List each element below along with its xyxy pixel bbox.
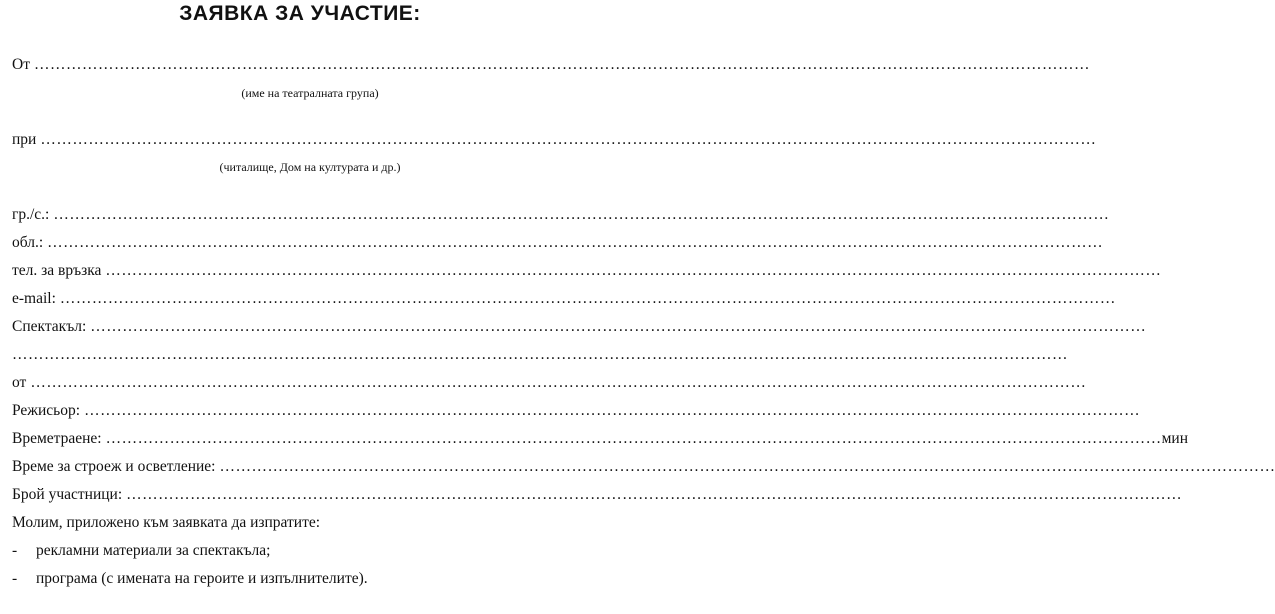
- author-field[interactable]: [12, 374, 1087, 392]
- group-name-label: От: [12, 56, 30, 73]
- show-label: Спектакъл:: [12, 318, 87, 335]
- show-field[interactable]: [12, 318, 1147, 336]
- phone-label: тел. за връзка: [12, 262, 102, 279]
- show-line[interactable]: ………………………………………………………………………………………………………………………………………………………………………………: [90, 318, 1147, 335]
- list-item: [12, 542, 270, 560]
- list-dash: -: [12, 570, 18, 587]
- duration-line[interactable]: ………………………………………………………………………………………………………………………………………………………………………………: [105, 430, 1162, 447]
- group-name-field[interactable]: [12, 56, 1090, 74]
- email-field[interactable]: [12, 290, 1116, 308]
- duration-label: Времетраене:: [12, 430, 102, 447]
- region-field[interactable]: [12, 234, 1104, 252]
- director-line[interactable]: ………………………………………………………………………………………………………………………………………………………………………………: [84, 402, 1141, 419]
- director-label: Режисьор:: [12, 402, 81, 419]
- duration-field[interactable]: [12, 430, 1189, 448]
- setup-time-label: Време за строеж и осветление:: [12, 458, 216, 475]
- request-text: Молим, приложено към заявката да изпратите:: [12, 514, 321, 531]
- participants-label: Брой участници:: [12, 486, 123, 503]
- email-line[interactable]: ………………………………………………………………………………………………………………………………………………………………………………: [59, 290, 1116, 307]
- region-line[interactable]: ………………………………………………………………………………………………………………………………………………………………………………: [47, 234, 1104, 251]
- participants-field[interactable]: [12, 486, 1183, 504]
- list-item-text: рекламни материали за спектакъла;: [36, 542, 271, 559]
- organization-field[interactable]: [12, 131, 1097, 149]
- region-label: обл.:: [12, 234, 44, 251]
- author-line[interactable]: ………………………………………………………………………………………………………………………………………………………………………………: [30, 374, 1087, 391]
- list-dash: -: [12, 542, 18, 559]
- city-field[interactable]: [12, 206, 1110, 224]
- list-item: [12, 570, 368, 588]
- show-continuation-line[interactable]: ………………………………………………………………………………………………………………………………………………………………………………: [12, 346, 1068, 363]
- show-continuation-field[interactable]: [12, 346, 1068, 364]
- organization-label: при: [12, 131, 37, 148]
- phone-line[interactable]: ………………………………………………………………………………………………………………………………………………………………………………: [105, 262, 1162, 279]
- director-field[interactable]: [12, 402, 1141, 420]
- group-name-caption: (име на театралната група): [241, 86, 379, 100]
- author-label: от: [12, 374, 27, 391]
- email-label: e-mail:: [12, 290, 56, 307]
- city-line[interactable]: ………………………………………………………………………………………………………………………………………………………………………………: [53, 206, 1110, 223]
- setup-time-line[interactable]: ………………………………………………………………………………………………………………………………………………………………………………: [219, 458, 1275, 475]
- group-name-line[interactable]: ………………………………………………………………………………………………………………………………………………………………………………: [33, 56, 1090, 73]
- setup-time-field[interactable]: [12, 458, 1275, 476]
- form-title: ЗАЯВКА ЗА УЧАСТИЕ:: [179, 2, 421, 25]
- organization-caption: (читалище, Дом на културата и др.): [219, 160, 401, 174]
- participants-line[interactable]: ………………………………………………………………………………………………………………………………………………………………………………: [126, 486, 1183, 503]
- organization-line[interactable]: ………………………………………………………………………………………………………………………………………………………………………………: [40, 131, 1097, 148]
- city-label: гр./с.:: [12, 206, 50, 223]
- duration-unit: мин: [1161, 430, 1189, 447]
- list-item-text: програма (с имената на героите и изпълнителите).: [36, 570, 368, 587]
- phone-field[interactable]: [12, 262, 1162, 280]
